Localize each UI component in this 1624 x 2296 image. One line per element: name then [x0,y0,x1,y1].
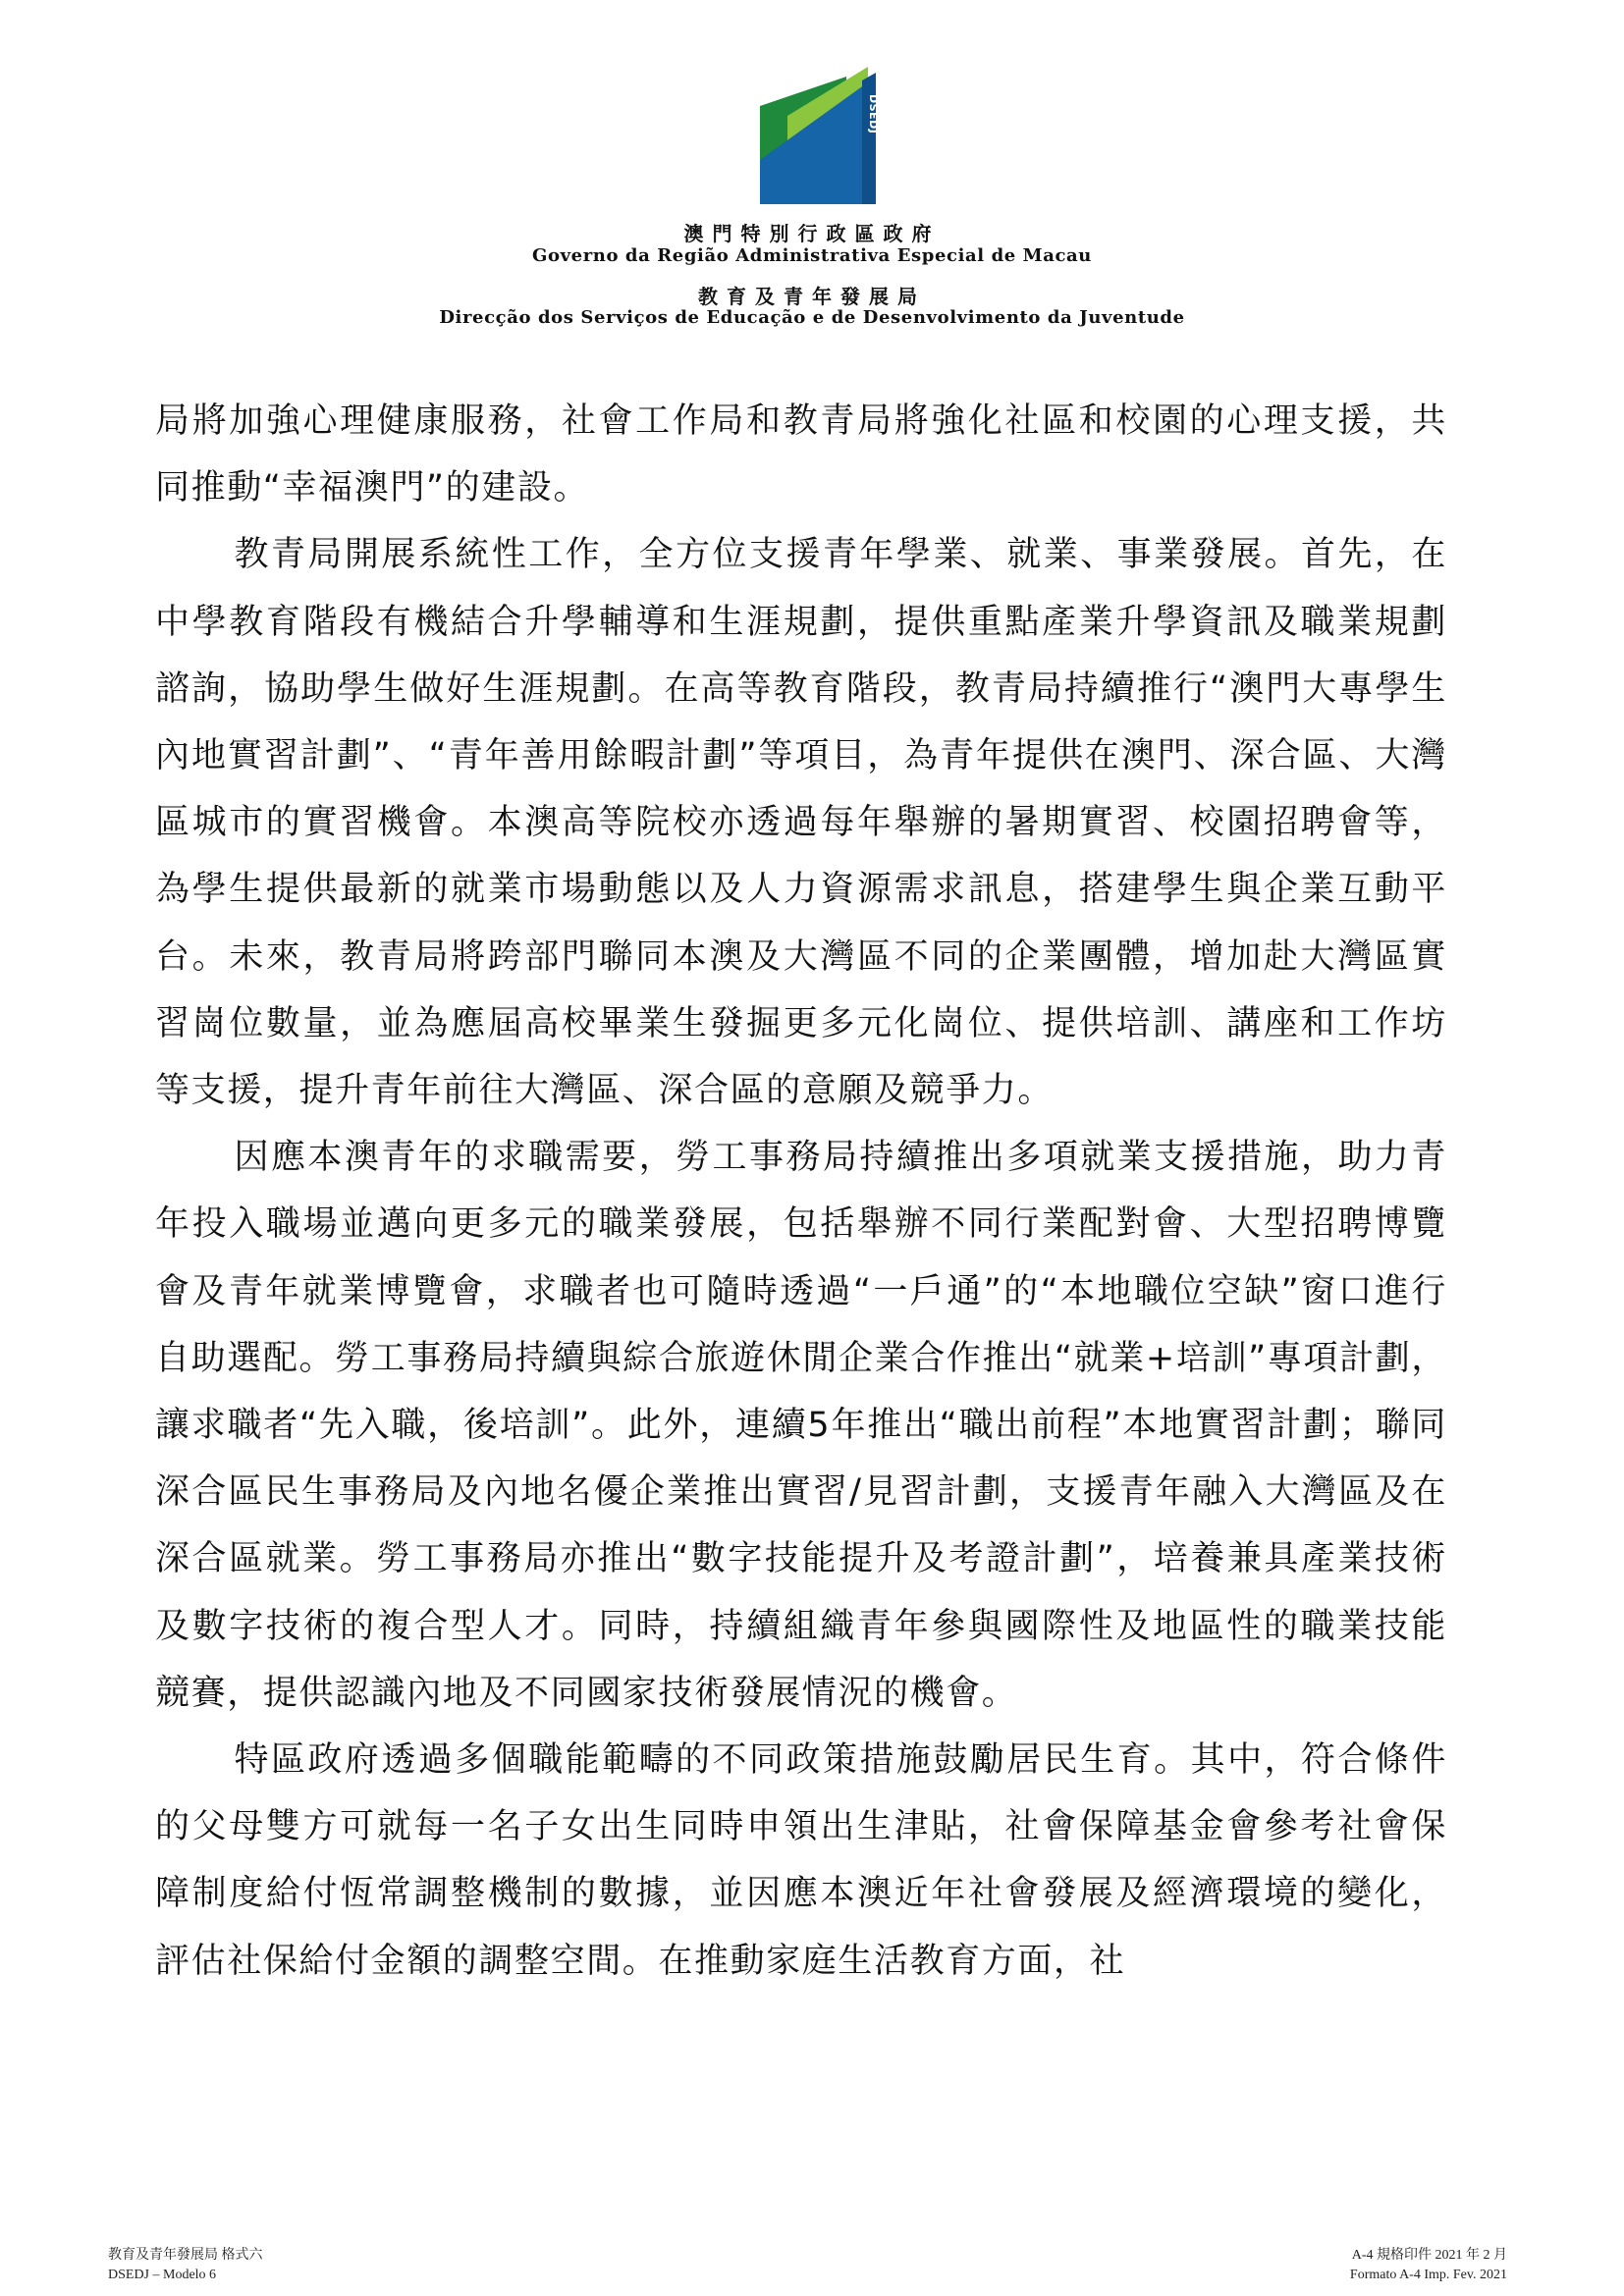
footer-print-spec-chinese: A-4 規格印件 2021 年 2 月 [1351,2248,1507,2263]
department-name-portuguese: Direcção dos Serviços de Educação e de Desenvolvimento da Juventude [439,307,1185,328]
body-paragraph: 特區政府透過多個職能範疇的不同政策措施鼓勵居民生育。其中，符合條件的父母雙方可就每一名子女出生同時申領出生津貼，社會保障基金會參考社會保障制度給付恆常調整機制的數據，並因應本澳近年社會發展及經濟環境的變化，評估社保給付金額的調整空間。在推動家庭生活教育方面，社 [155,1740,1447,1981]
footer-form-name-chinese: 教育及青年發展局 格式六 [108,2248,263,2263]
body-paragraph: 教青局開展系統性工作，全方位支援青年學業、就業、事業發展。首先，在中學教育階段有機結合升學輔導和生涯規劃，提供重點產業升學資訊及職業規劃諮詢，協助學生做好生涯規劃。在高等教育階段，教青局持續推行“澳門大專學生內地實習計劃”、“青年善用餘暇計劃”等項目，為青年提供在澳門、深合區、大灣區城市的實習機會。本澳高等院校亦透過每年舉辦的暑期實習、校園招聘會等，為學生提供最新的就業市場動態以及人力資源需求訊息，搭建學生與企業互動平台。未來，教青局將跨部門聯同本澳及大灣區不同的企業團體，增加赴大灣區實習崗位數量，並為應屆高校畢業生發掘更多元化崗位、提供培訓、講座和工作坊等支援，提升青年前往大灣區、深合區的意願及競爭力。 [155,535,1447,1111]
document-body [155,388,1447,1995]
government-name-portuguese: Governo da Região Administrativa Especial de Macau [532,245,1092,266]
logo-text: DSEDJ [867,94,880,134]
dsedj-logo-icon [760,67,892,204]
department-name-chinese: 教育及青年發展局 [698,285,926,308]
footer-right [1350,2246,1507,2285]
body-paragraph: 因應本澳青年的求職需要，勞工事務局持續推出多項就業支援措施，助力青年投入職場並邁向更多元的職業發展，包括舉辦不同行業配對會、大型招聘博覽會及青年就業博覽會，求職者也可隨時透過“一戶通”的“本地職位空缺”窗口進行自助選配。勞工事務局持續與綜合旅遊休閒企業合作推出“就業+培訓”專項計劃，讓求職者“先入職，後培訓”。此外，連續5年推出“職出前程”本地實習計劃；聯同深合區民生事務局及內地名優企業推出實習/見習計劃，支援青年融入大灣區及在深合區就業。勞工事務局亦推出“數字技能提升及考證計劃”，培養兼具產業技術及數字技術的複合型人才。同時，持續組織青年參與國際性及地區性的職業技能競賽，提供認識內地及不同國家技術發展情況的機會。 [155,1138,1447,1713]
body-paragraph: 局將加強心理健康服務，社會工作局和教青局將強化社區和校園的心理支援，共同推動“幸福澳門”的建設。 [155,401,1447,508]
footer-print-spec-portuguese: Formato A-4 Imp. Fev. 2021 [1349,2268,1507,2282]
footer-form-name-portuguese: DSEDJ – Modelo 6 [108,2268,217,2282]
government-name-chinese: 澳門特別行政區政府 [683,222,941,245]
footer-left [108,2246,263,2285]
